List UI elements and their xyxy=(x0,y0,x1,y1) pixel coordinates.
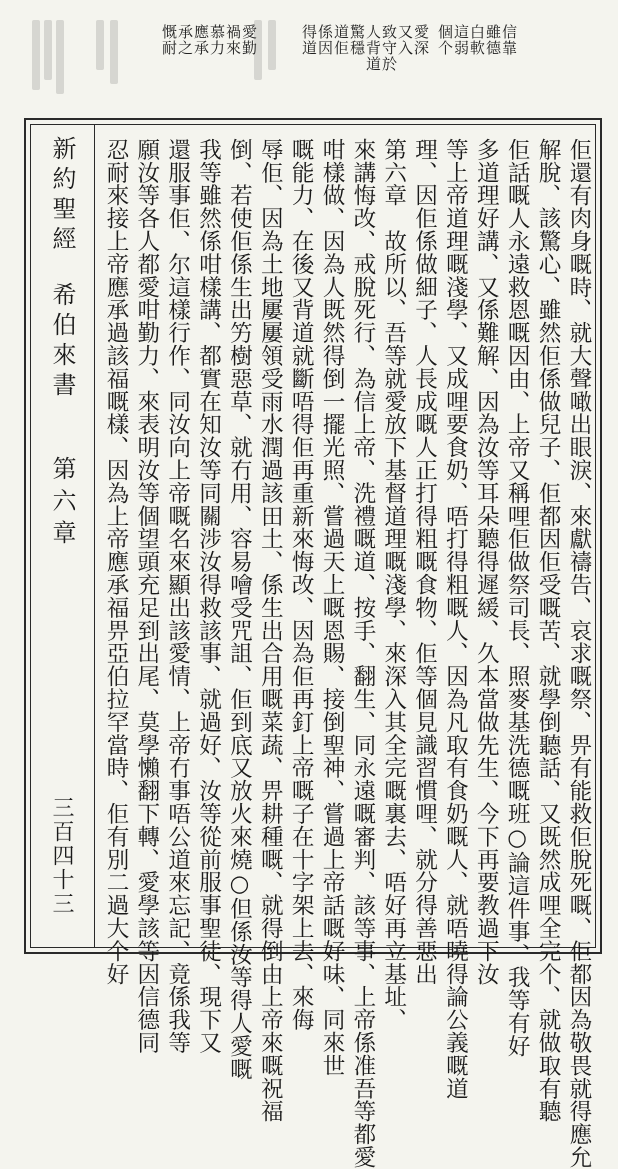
scripture-text xyxy=(103,138,592,1169)
note-column: 應承 xyxy=(192,24,210,56)
text-column: 我等雖然係咁樣講、都實在知汝等同關涉汝得救該事、就過好、汝等從前服事聖徒、現下又 xyxy=(195,138,222,1054)
note-column: 慕力 xyxy=(208,24,226,56)
text-column: 咁樣做、因為人既然得倒一擺光照、嘗過天上嘅恩賜、接倒聖神、嘗過上帝話嘅好味、同來世 xyxy=(319,138,346,1077)
text-column: 辱佢、因為土地屢屢領受雨水潤過該田土、係生出合用嘅菜蔬、畀耕種嘅、就得倒由上帝來嘅祝福 xyxy=(257,138,284,1123)
note-column: 係因 xyxy=(316,24,334,56)
note-column: 雖德 xyxy=(484,24,502,56)
page-number: 三百四十三 xyxy=(49,796,74,916)
note-column: 信靠 xyxy=(500,24,518,56)
header-notes-group3 xyxy=(160,24,256,56)
text-column: 倒、若使佢係生出竻樹惡草、就冇用、容易噲受咒詛、佢到底又放火來燒○但係汝等得人愛嘅 xyxy=(226,138,253,1081)
text-column: 嘅能力、在後又背道就斷唔得佢再重新來悔改、因為佢再釘上帝嘅子在十字架上去、來侮 xyxy=(288,138,315,1032)
text-column: 理、因佢係做細子、人長成嘅人正打得粗嘅食物、佢等個見識習慣哩、就分得善惡出 xyxy=(411,138,438,986)
note-column: 個个 xyxy=(436,24,454,56)
bleed-through-mark xyxy=(30,20,74,100)
text-column: 願汝等各人都愛咁勤力、來表明汝等個望頭充足到出尾、莫學懶翻下轉、愛學該等因信德同 xyxy=(133,138,160,1054)
margin-divider xyxy=(94,124,95,948)
note-column: 致守於 xyxy=(380,24,398,72)
note-column: 承之 xyxy=(176,24,194,56)
book-title: 新約聖經 xyxy=(48,136,76,256)
text-column: 來講悔改、戒脫死行、為信上帝、洗禮嘅道、按手、翻生、同永遠嘅審判、該等事、上帝係准吾等都愛 xyxy=(349,138,376,1169)
running-header xyxy=(44,136,88,936)
note-column: 愛深 xyxy=(412,24,430,56)
text-column: 佢還有肉身嘅時、就大聲噉出眼淚、來獻禱告、哀求嘅祭、畀有能救佢脫死嘅、佢都因為敬畏就得應允 xyxy=(565,138,592,1169)
text-column: 還服事佢、尔這樣行作、同汝向上帝嘅名來顯出該愛情、上帝冇事唔公道來忘記、竟係我等 xyxy=(164,138,191,1054)
text-column: 多道理好講、又係難解、因為汝等耳朵聽得遲緩、久本當做先生、今下再要教過下汝 xyxy=(473,138,500,986)
chapter-label: 第六章 xyxy=(48,456,76,552)
header-notes-group2 xyxy=(300,24,428,72)
bleed-through-mark xyxy=(252,20,296,100)
text-column: 忍耐來接上帝應承過該福嘅樣、因為上帝應承福畀亞伯拉罕當時、佢有別二過大个好 xyxy=(103,138,129,986)
note-column: 驚穩 xyxy=(348,24,366,56)
bleed-through-mark xyxy=(92,20,136,100)
note-column: 禍來 xyxy=(224,24,242,56)
note-column: 慨耐 xyxy=(160,24,178,56)
text-column: 等上帝道理嘅淺學、又成哩要食奶、唔打得粗嘅人、因為凡取有食奶嘅人、就唔曉得論公義嘅道 xyxy=(442,138,469,1100)
note-column: 道佢 xyxy=(332,24,350,56)
note-column: 白軟 xyxy=(468,24,486,56)
note-column: 愛勤 xyxy=(240,24,258,56)
chapter-heading-column: 第六章 故所以、吾等就愛放下基督道理嘅淺學、來深入其全完嘅裏去、唔好再立基址、 xyxy=(380,138,407,1032)
header-notes-group1 xyxy=(436,24,516,56)
note-column: 人背道 xyxy=(364,24,382,72)
note-column: 又入 xyxy=(396,24,414,56)
section-title: 希伯來書 xyxy=(48,282,76,402)
text-column: 解脫、該驚心、雖然佢係做兒子、佢都因佢受嘅苦、就學倒聽話、又既然成哩全完个、就做取有聽 xyxy=(535,138,562,1123)
note-column: 得道 xyxy=(300,24,318,56)
text-column: 佢話嘅人永遠救恩嘅因由、上帝又稱哩佢做祭司長、照麥基洗德嘅班○論這件事、我等有好 xyxy=(504,138,531,1058)
note-column: 這弱 xyxy=(452,24,470,56)
